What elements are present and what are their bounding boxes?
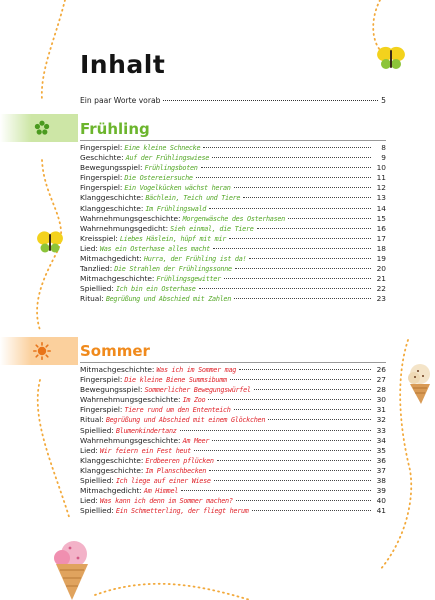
toc-page-number: 35 xyxy=(376,445,386,455)
toc-leader-dots xyxy=(217,460,371,461)
toc-page-number: 39 xyxy=(376,486,386,496)
toc-entry[interactable] xyxy=(80,254,386,264)
entry-type: Fingerspiel: xyxy=(80,173,123,183)
toc-entry[interactable] xyxy=(80,193,386,203)
toc-leader-dots xyxy=(236,500,371,501)
toc-entry[interactable] xyxy=(80,234,386,244)
entry-title: Die Strahlen der Frühlingssonne xyxy=(114,265,232,274)
entry-title: Begrüßung und Abschied mit einem Glöckchen xyxy=(105,416,266,425)
toc-leader-dots xyxy=(180,430,371,431)
toc-page-number: 12 xyxy=(376,183,386,193)
entry-title: Auf der Frühlingswiese xyxy=(125,154,210,163)
entry-type: Mitmachgeschichte: xyxy=(80,274,155,284)
toc-entry[interactable] xyxy=(80,274,386,284)
toc-page-number: 40 xyxy=(376,496,386,506)
page-title: Inhalt xyxy=(80,50,166,79)
entry-title: Sommerlicher Bewegungswürfel xyxy=(144,386,251,395)
entry-type: Bewegungsspiel: xyxy=(80,385,143,395)
entry-title: Was kann ich denn im Sommer machen? xyxy=(99,497,233,506)
entry-title: Ein Vogelkücken wächst heran xyxy=(124,184,231,193)
entry-title: Was ich im Sommer mag xyxy=(156,366,237,374)
toc-leader-dots xyxy=(212,157,371,158)
toc-leader-dots xyxy=(194,450,371,451)
toc-page-number: 31 xyxy=(376,405,386,415)
toc-entry[interactable] xyxy=(80,496,386,506)
toc-page-number: 10 xyxy=(376,163,386,173)
toc-entry[interactable] xyxy=(80,183,386,193)
entry-type: Wahrnehmungsgeschichte: xyxy=(80,213,181,223)
toc-leader-dots xyxy=(208,399,371,400)
entry-title: Sieh einmal, die Tiere xyxy=(170,224,254,233)
entry-title: Hurra, der Frühling ist da! xyxy=(143,255,247,264)
section-divider xyxy=(80,362,386,363)
toc-leader-dots xyxy=(249,258,371,259)
toc-page-number: 33 xyxy=(376,425,386,435)
toc-entry[interactable] xyxy=(80,244,386,254)
toc-leader-dots xyxy=(201,167,371,168)
toc-page-number: 23 xyxy=(376,294,386,304)
toc-entry[interactable] xyxy=(80,163,386,173)
toc-list-sommer xyxy=(80,365,386,516)
entry-title: Eine kleine Schnecke xyxy=(124,144,201,152)
toc-page-number: 18 xyxy=(376,243,386,253)
entry-title: Am Meer xyxy=(182,436,210,445)
entry-type: Mitmachgeschichte: xyxy=(80,365,155,374)
entry-type: Klanggeschichte: xyxy=(80,455,144,465)
entry-title: Die Ostereiersuche xyxy=(124,174,193,183)
entry-title: Blumenkindertanz xyxy=(115,426,177,435)
toc-page-number: 38 xyxy=(376,476,386,486)
entry-type: Spiellied: xyxy=(80,476,114,486)
entry-title: Frühlingsgewitter xyxy=(156,275,221,284)
toc-leader-dots xyxy=(234,409,371,410)
toc-page-number: 20 xyxy=(376,264,386,274)
entry-type: Ritual: xyxy=(80,294,104,304)
entry-title: Ein Schmetterling, der fliegt herum xyxy=(115,507,249,516)
toc-entry[interactable] xyxy=(80,204,386,214)
entry-title: Am Himmel xyxy=(143,487,179,496)
toc-leader-dots xyxy=(229,238,371,239)
toc-entry[interactable] xyxy=(80,476,386,486)
toc-leader-dots xyxy=(252,510,371,511)
toc-page-number: 36 xyxy=(376,455,386,465)
entry-title: Ich bin ein Osterhase xyxy=(115,285,196,294)
sun-icon xyxy=(33,342,51,360)
summer-section-tab xyxy=(0,337,78,365)
toc-leader-dots xyxy=(257,228,371,229)
toc-entry[interactable] xyxy=(80,224,386,234)
toc-leader-dots xyxy=(224,278,371,279)
toc-entry[interactable] xyxy=(80,466,386,476)
toc-entry[interactable] xyxy=(80,415,386,425)
toc-leader-dots xyxy=(209,208,371,209)
toc-entry[interactable] xyxy=(80,284,386,294)
entry-title: Wir feiern ein Fest heut xyxy=(99,446,191,455)
toc-page-number: 26 xyxy=(376,365,386,374)
toc-leader-dots xyxy=(288,218,371,219)
toc-page-number: 15 xyxy=(376,213,386,223)
toc-leader-dots xyxy=(203,147,371,148)
toc-page-number: 5 xyxy=(381,96,386,105)
toc-entry[interactable] xyxy=(80,486,386,496)
toc-entry[interactable] xyxy=(80,143,386,153)
entry-type: Spiellied: xyxy=(80,284,114,294)
toc-entry[interactable] xyxy=(80,173,386,183)
toc-page-number: 27 xyxy=(376,375,386,385)
entry-type: Wahrnehmungsgeschichte: xyxy=(80,435,181,445)
entry-type: Wahrnehmungsgeschichte: xyxy=(80,395,181,405)
toc-leader-dots xyxy=(181,490,371,491)
toc-page-number: 9 xyxy=(381,153,386,163)
toc-entry[interactable] xyxy=(80,506,386,516)
toc-entry[interactable] xyxy=(80,395,386,405)
toc-entry[interactable] xyxy=(80,294,386,304)
toc-entry[interactable] xyxy=(80,405,386,415)
toc-leader-dots xyxy=(199,288,371,289)
toc-leader-dots xyxy=(268,419,371,420)
toc-leader-dots xyxy=(230,379,371,380)
entry-type: Geschichte: xyxy=(80,153,124,163)
entry-type: Bewegungsspiel: xyxy=(80,163,143,173)
section-divider xyxy=(80,140,386,141)
entry-title: Ich liege auf einer Wiese xyxy=(115,477,211,486)
toc-entry[interactable] xyxy=(80,375,386,385)
entry-title: Im Planschbecken xyxy=(145,466,207,475)
entry-type: Lied: xyxy=(80,243,98,253)
entry-type: Spiellied: xyxy=(80,425,114,435)
toc-leader-dots xyxy=(234,187,371,188)
toc-page-number: 13 xyxy=(376,193,386,203)
toc-entry[interactable] xyxy=(80,264,386,274)
ice-cream-illustration xyxy=(404,362,435,404)
spring-section-tab xyxy=(0,114,78,142)
toc-leader-dots xyxy=(214,480,371,481)
toc-page-number: 32 xyxy=(376,415,386,425)
section-title-sommer: Sommer xyxy=(80,342,150,360)
toc-page-number: 30 xyxy=(376,395,386,405)
toc-leader-dots xyxy=(213,248,371,249)
entry-title: Begrüßung und Abschied mit Zahlen xyxy=(105,295,231,304)
toc-leader-dots xyxy=(234,298,371,299)
ice-cream-cone-illustration xyxy=(48,538,98,600)
toc-page-number: 34 xyxy=(376,435,386,445)
toc-entry[interactable] xyxy=(80,436,386,446)
entry-title: Frühlingsboten xyxy=(144,164,198,173)
entry-type: Klanggeschichte: xyxy=(80,193,144,203)
toc-leader-dots xyxy=(196,177,371,178)
entry-type: Fingerspiel: xyxy=(80,143,123,152)
toc-page-number: 22 xyxy=(376,284,386,294)
entry-title: Morgenwäsche des Osterhasen xyxy=(182,214,285,223)
toc-entry-intro[interactable] xyxy=(80,96,386,106)
entry-type: Klanggeschichte: xyxy=(80,203,144,213)
entry-type: Tanzlied: xyxy=(80,264,113,274)
toc-leader-dots xyxy=(239,369,371,370)
entry-type: Klanggeschichte: xyxy=(80,465,144,475)
toc-leader-dots xyxy=(212,440,371,441)
toc-entry[interactable] xyxy=(80,426,386,436)
entry-type: Fingerspiel: xyxy=(80,405,123,415)
toc-leader-dots xyxy=(163,100,378,101)
entry-type: Wahrnehmungsgedicht: xyxy=(80,223,169,233)
entry-type: Mitmachgedicht: xyxy=(80,254,142,264)
toc-entry[interactable] xyxy=(80,446,386,456)
entry-title: Was ein Osterhase alles macht xyxy=(99,244,210,253)
entry-title: Im Zoo xyxy=(182,396,206,405)
toc-page-number: 28 xyxy=(376,385,386,395)
toc-page-number: 41 xyxy=(376,506,386,516)
toc-leader-dots xyxy=(243,197,371,198)
toc-entry[interactable] xyxy=(80,456,386,466)
entry-title: Tiere rund um den Ententeich xyxy=(124,406,231,415)
toc-entry-label: Ein paar Worte vorab xyxy=(80,96,161,105)
toc-leader-dots xyxy=(209,470,371,471)
toc-page-number: 14 xyxy=(376,203,386,213)
toc-entry[interactable] xyxy=(80,214,386,224)
toc-page-number: 37 xyxy=(376,465,386,475)
entry-type: Spiellied: xyxy=(80,506,114,516)
section-title-fruehling: Frühling xyxy=(80,120,150,138)
toc-leader-dots xyxy=(235,268,371,269)
flower-icon xyxy=(34,120,50,136)
entry-type: Ritual: xyxy=(80,415,104,425)
entry-title: Liebes Häslein, hüpf mit mir xyxy=(119,234,227,243)
toc-entry[interactable] xyxy=(80,365,386,375)
entry-title: Die kleine Biene Summsibumm xyxy=(124,376,227,385)
entry-type: Kreisspiel: xyxy=(80,233,118,243)
entry-type: Lied: xyxy=(80,445,98,455)
entry-title: Im Frühlingswald xyxy=(145,204,207,213)
toc-page-number: 19 xyxy=(376,254,386,264)
entry-type: Fingerspiel: xyxy=(80,375,123,385)
butterfly-illustration xyxy=(375,44,407,72)
toc-page-number: 8 xyxy=(381,143,386,152)
entry-title: Bächlein, Teich und Tiere xyxy=(145,194,241,203)
toc-page-number: 21 xyxy=(376,274,386,284)
entry-type: Mitmachgedicht: xyxy=(80,486,142,496)
toc-page-number: 16 xyxy=(376,223,386,233)
entry-type: Lied: xyxy=(80,496,98,506)
toc-list-fruehling xyxy=(80,143,386,305)
toc-entry[interactable] xyxy=(80,385,386,395)
toc-entry[interactable] xyxy=(80,153,386,163)
entry-title: Erdbeeren pflücken xyxy=(145,456,214,465)
toc-page-number: 11 xyxy=(376,173,386,183)
butterfly-illustration-small xyxy=(36,229,64,255)
entry-type: Fingerspiel: xyxy=(80,183,123,193)
toc-leader-dots xyxy=(254,389,371,390)
toc-page-number: 17 xyxy=(376,233,386,243)
